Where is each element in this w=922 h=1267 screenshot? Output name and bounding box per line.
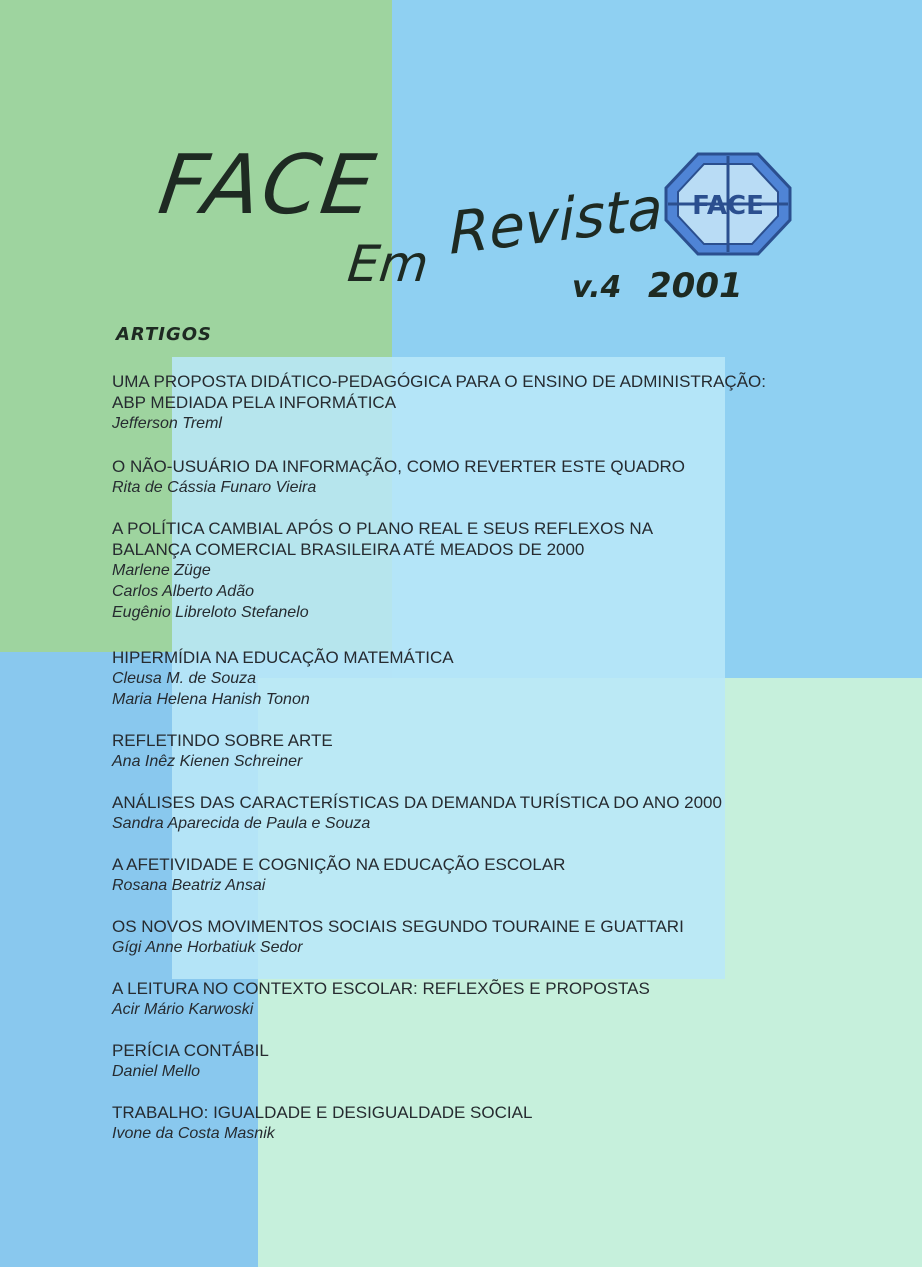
article-title: HIPERMÍDIA NA EDUCAÇÃO MATEMÁTICA: [112, 648, 454, 667]
article-author: Eugênio Libreloto Stefanelo: [112, 604, 309, 621]
article-title: PERÍCIA CONTÁBIL: [112, 1041, 269, 1060]
article-entry: [112, 978, 852, 1020]
article-author: Ivone da Costa Masnik: [112, 1125, 275, 1142]
article-author: Marlene Züge: [112, 562, 211, 579]
title-face: FACE: [153, 138, 383, 233]
article-author: Daniel Mello: [112, 1063, 201, 1080]
article-title: A LEITURA NO CONTEXTO ESCOLAR: REFLEXÕES E PROPOSTAS: [112, 979, 650, 998]
article-title: A AFETIVIDADE E COGNIÇÃO NA EDUCAÇÃO ESCOLAR: [112, 855, 566, 874]
article-title: A POLÍTICA CAMBIAL APÓS O PLANO REAL E SEUS REFLEXOS NA: [112, 519, 654, 538]
title-em: Em: [344, 235, 432, 293]
article-title: O NÃO-USUÁRIO DA INFORMAÇÃO, COMO REVERTER ESTE QUADRO: [112, 457, 686, 476]
article-author: Carlos Alberto Adão: [112, 583, 254, 600]
article-entry: [112, 518, 852, 623]
section-label: ARTIGOS: [116, 324, 212, 345]
article-entry: [112, 792, 852, 834]
logo-lettering: FACE: [692, 191, 764, 221]
article-author: Sandra Aparecida de Paula e Souza: [112, 815, 371, 832]
article-title: BALANÇA COMERCIAL BRASILEIRA ATÉ MEADOS DE 2000: [112, 540, 585, 559]
article-author: Acir Mário Karwoski: [112, 1001, 254, 1018]
table-of-contents: [112, 371, 852, 1144]
article-entry: [112, 1040, 852, 1082]
article-title: UMA PROPOSTA DIDÁTICO-PEDAGÓGICA PARA O ENSINO DE ADMINISTRAÇÃO:: [112, 372, 766, 391]
article-entry: [112, 854, 852, 896]
article-author: Jefferson Treml: [112, 415, 222, 432]
article-author: Gígi Anne Horbatiuk Sedor: [112, 939, 303, 956]
article-title: ABP MEDIADA PELA INFORMÁTICA: [112, 393, 397, 412]
year-label: 2001: [648, 266, 743, 306]
article-title: ANÁLISES DAS CARACTERÍSTICAS DA DEMANDA TURÍSTICA DO ANO 2000: [112, 793, 722, 812]
article-title: REFLETINDO SOBRE ARTE: [112, 731, 333, 750]
article-title: OS NOVOS MOVIMENTOS SOCIAIS SEGUNDO TOURAINE E GUATTARI: [112, 917, 684, 936]
article-entry: [112, 1102, 852, 1144]
article-title: TRABALHO: IGUALDADE E DESIGUALDADE SOCIAL: [112, 1103, 533, 1122]
article-author: Cleusa M. de Souza: [112, 670, 257, 687]
article-entry: [112, 456, 852, 498]
article-author: Rita de Cássia Funaro Vieira: [112, 479, 317, 496]
article-author: Ana Inêz Kienen Schreiner: [112, 753, 303, 770]
article-author: Rosana Beatriz Ansai: [112, 877, 266, 894]
volume-label: v.4: [572, 270, 622, 305]
article-entry: [112, 916, 852, 958]
title-revista: Revista: [448, 173, 664, 268]
article-entry: [112, 371, 852, 434]
face-logo-icon: [664, 152, 792, 256]
article-author: Maria Helena Hanish Tonon: [112, 691, 310, 708]
article-entry: [112, 647, 852, 710]
article-entry: [112, 730, 852, 772]
